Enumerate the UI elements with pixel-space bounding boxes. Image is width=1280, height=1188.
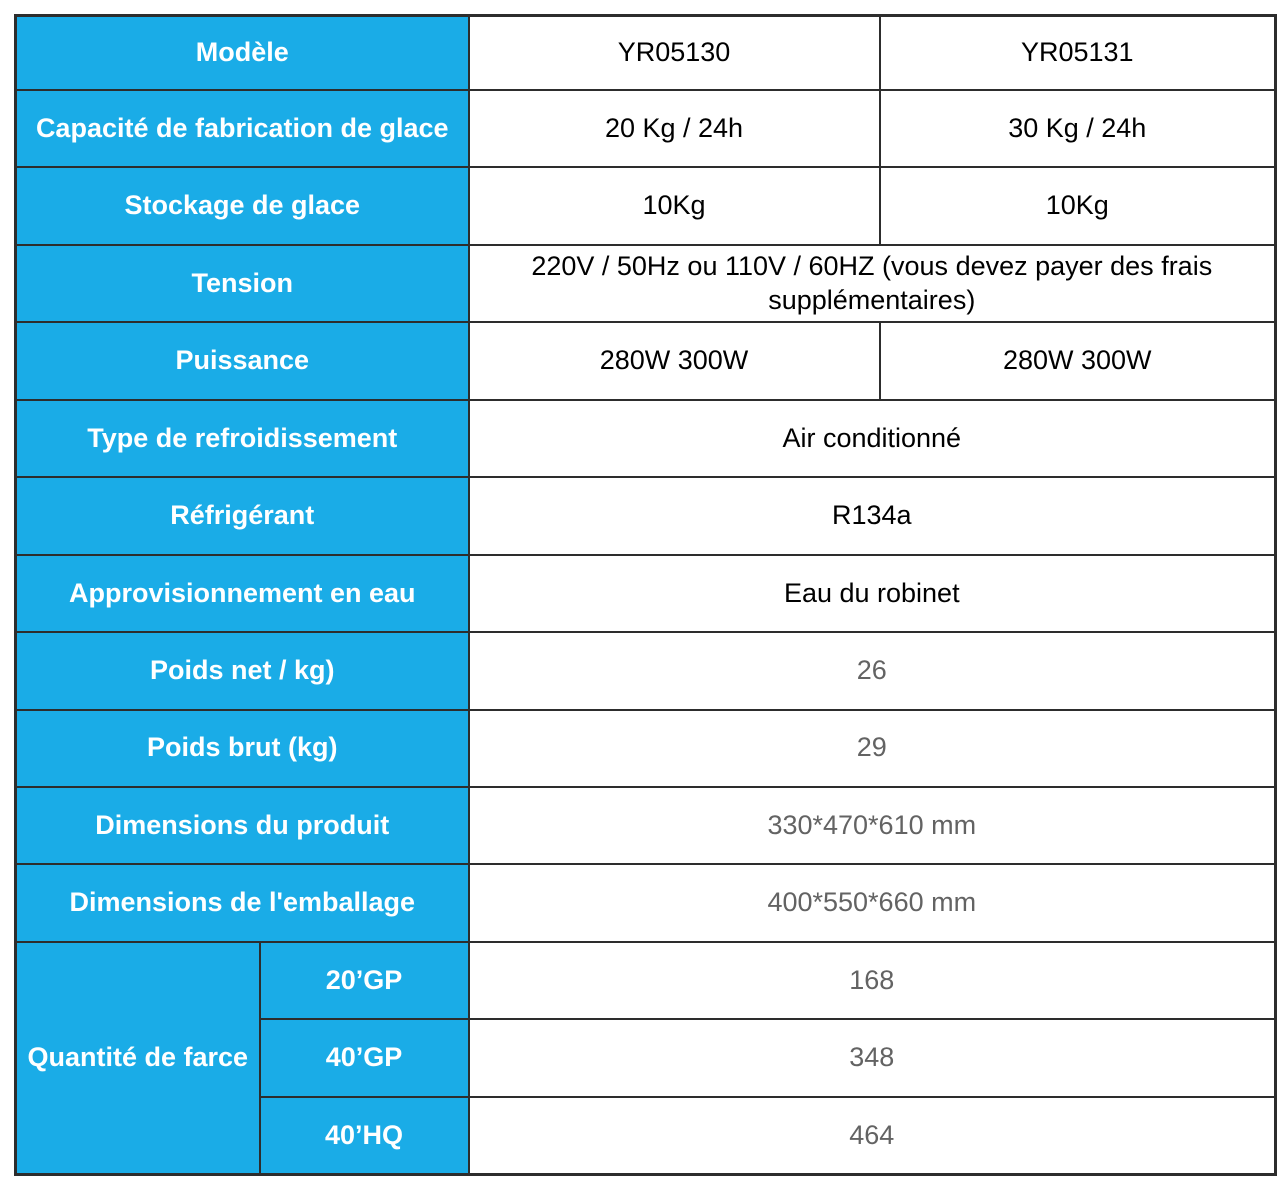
table-row-refroidissement: [16, 400, 1276, 477]
table-row-puissance: [16, 322, 1276, 399]
cell-capacite-col1: 20 Kg / 24h: [469, 90, 880, 167]
row-label-poids-brut: Poids brut (kg): [16, 710, 469, 787]
cell-dimensions-produit: 330*470*610 mm: [469, 787, 1276, 864]
row-label-poids-net: Poids net / kg): [16, 632, 469, 709]
table-row-poids-net: [16, 632, 1276, 709]
table-row-modele: [16, 16, 1276, 90]
row-label-refroidissement: Type de refroidissement: [16, 400, 469, 477]
cell-approvisionnement: Eau du robinet: [469, 555, 1276, 632]
cell-poids-net: 26: [469, 632, 1276, 709]
row-label-40hq: 40’HQ: [260, 1097, 469, 1175]
cell-tension: 220V / 50Hz ou 110V / 60HZ (vous devez payer des frais supplémentaires): [469, 245, 1276, 322]
cell-refroidissement: Air conditionné: [469, 400, 1276, 477]
cell-poids-brut: 29: [469, 710, 1276, 787]
table-row-dimensions-produit: [16, 787, 1276, 864]
row-label-tension: Tension: [16, 245, 469, 322]
table-row-capacite: [16, 90, 1276, 167]
row-label-20gp: 20’GP: [260, 942, 469, 1019]
cell-puissance-col1: 280W 300W: [469, 322, 880, 399]
row-label-dimensions-emballage: Dimensions de l'emballage: [16, 864, 469, 941]
cell-40gp: 348: [469, 1019, 1276, 1096]
table-row-stockage: [16, 167, 1276, 244]
cell-20gp: 168: [469, 942, 1276, 1019]
cell-puissance-col2: 280W 300W: [880, 322, 1276, 399]
cell-dimensions-emballage: 400*550*660 mm: [469, 864, 1276, 941]
table-row-poids-brut: [16, 710, 1276, 787]
row-label-40gp: 40’GP: [260, 1019, 469, 1096]
row-label-approvisionnement: Approvisionnement en eau: [16, 555, 469, 632]
table-row-tension: [16, 245, 1276, 322]
cell-stockage-col1: 10Kg: [469, 167, 880, 244]
table-row-quantite-20gp: [16, 942, 1276, 1019]
cell-40hq: 464: [469, 1097, 1276, 1175]
table-row-approvisionnement: [16, 555, 1276, 632]
cell-modele-col2: YR05131: [880, 16, 1276, 90]
cell-refrigerant: R134a: [469, 477, 1276, 554]
cell-modele-col1: YR05130: [469, 16, 880, 90]
row-label-capacite: Capacité de fabrication de glace: [16, 90, 469, 167]
table-row-dimensions-emballage: [16, 864, 1276, 941]
row-label-dimensions-produit: Dimensions du produit: [16, 787, 469, 864]
cell-stockage-col2: 10Kg: [880, 167, 1276, 244]
spec-table: [14, 14, 1277, 1176]
row-label-stockage: Stockage de glace: [16, 167, 469, 244]
cell-capacite-col2: 30 Kg / 24h: [880, 90, 1276, 167]
row-label-refrigerant: Réfrigérant: [16, 477, 469, 554]
row-label-puissance: Puissance: [16, 322, 469, 399]
row-label-modele: Modèle: [16, 16, 469, 90]
table-row-refrigerant: [16, 477, 1276, 554]
row-label-quantite-de-farce: Quantité de farce: [16, 942, 260, 1175]
